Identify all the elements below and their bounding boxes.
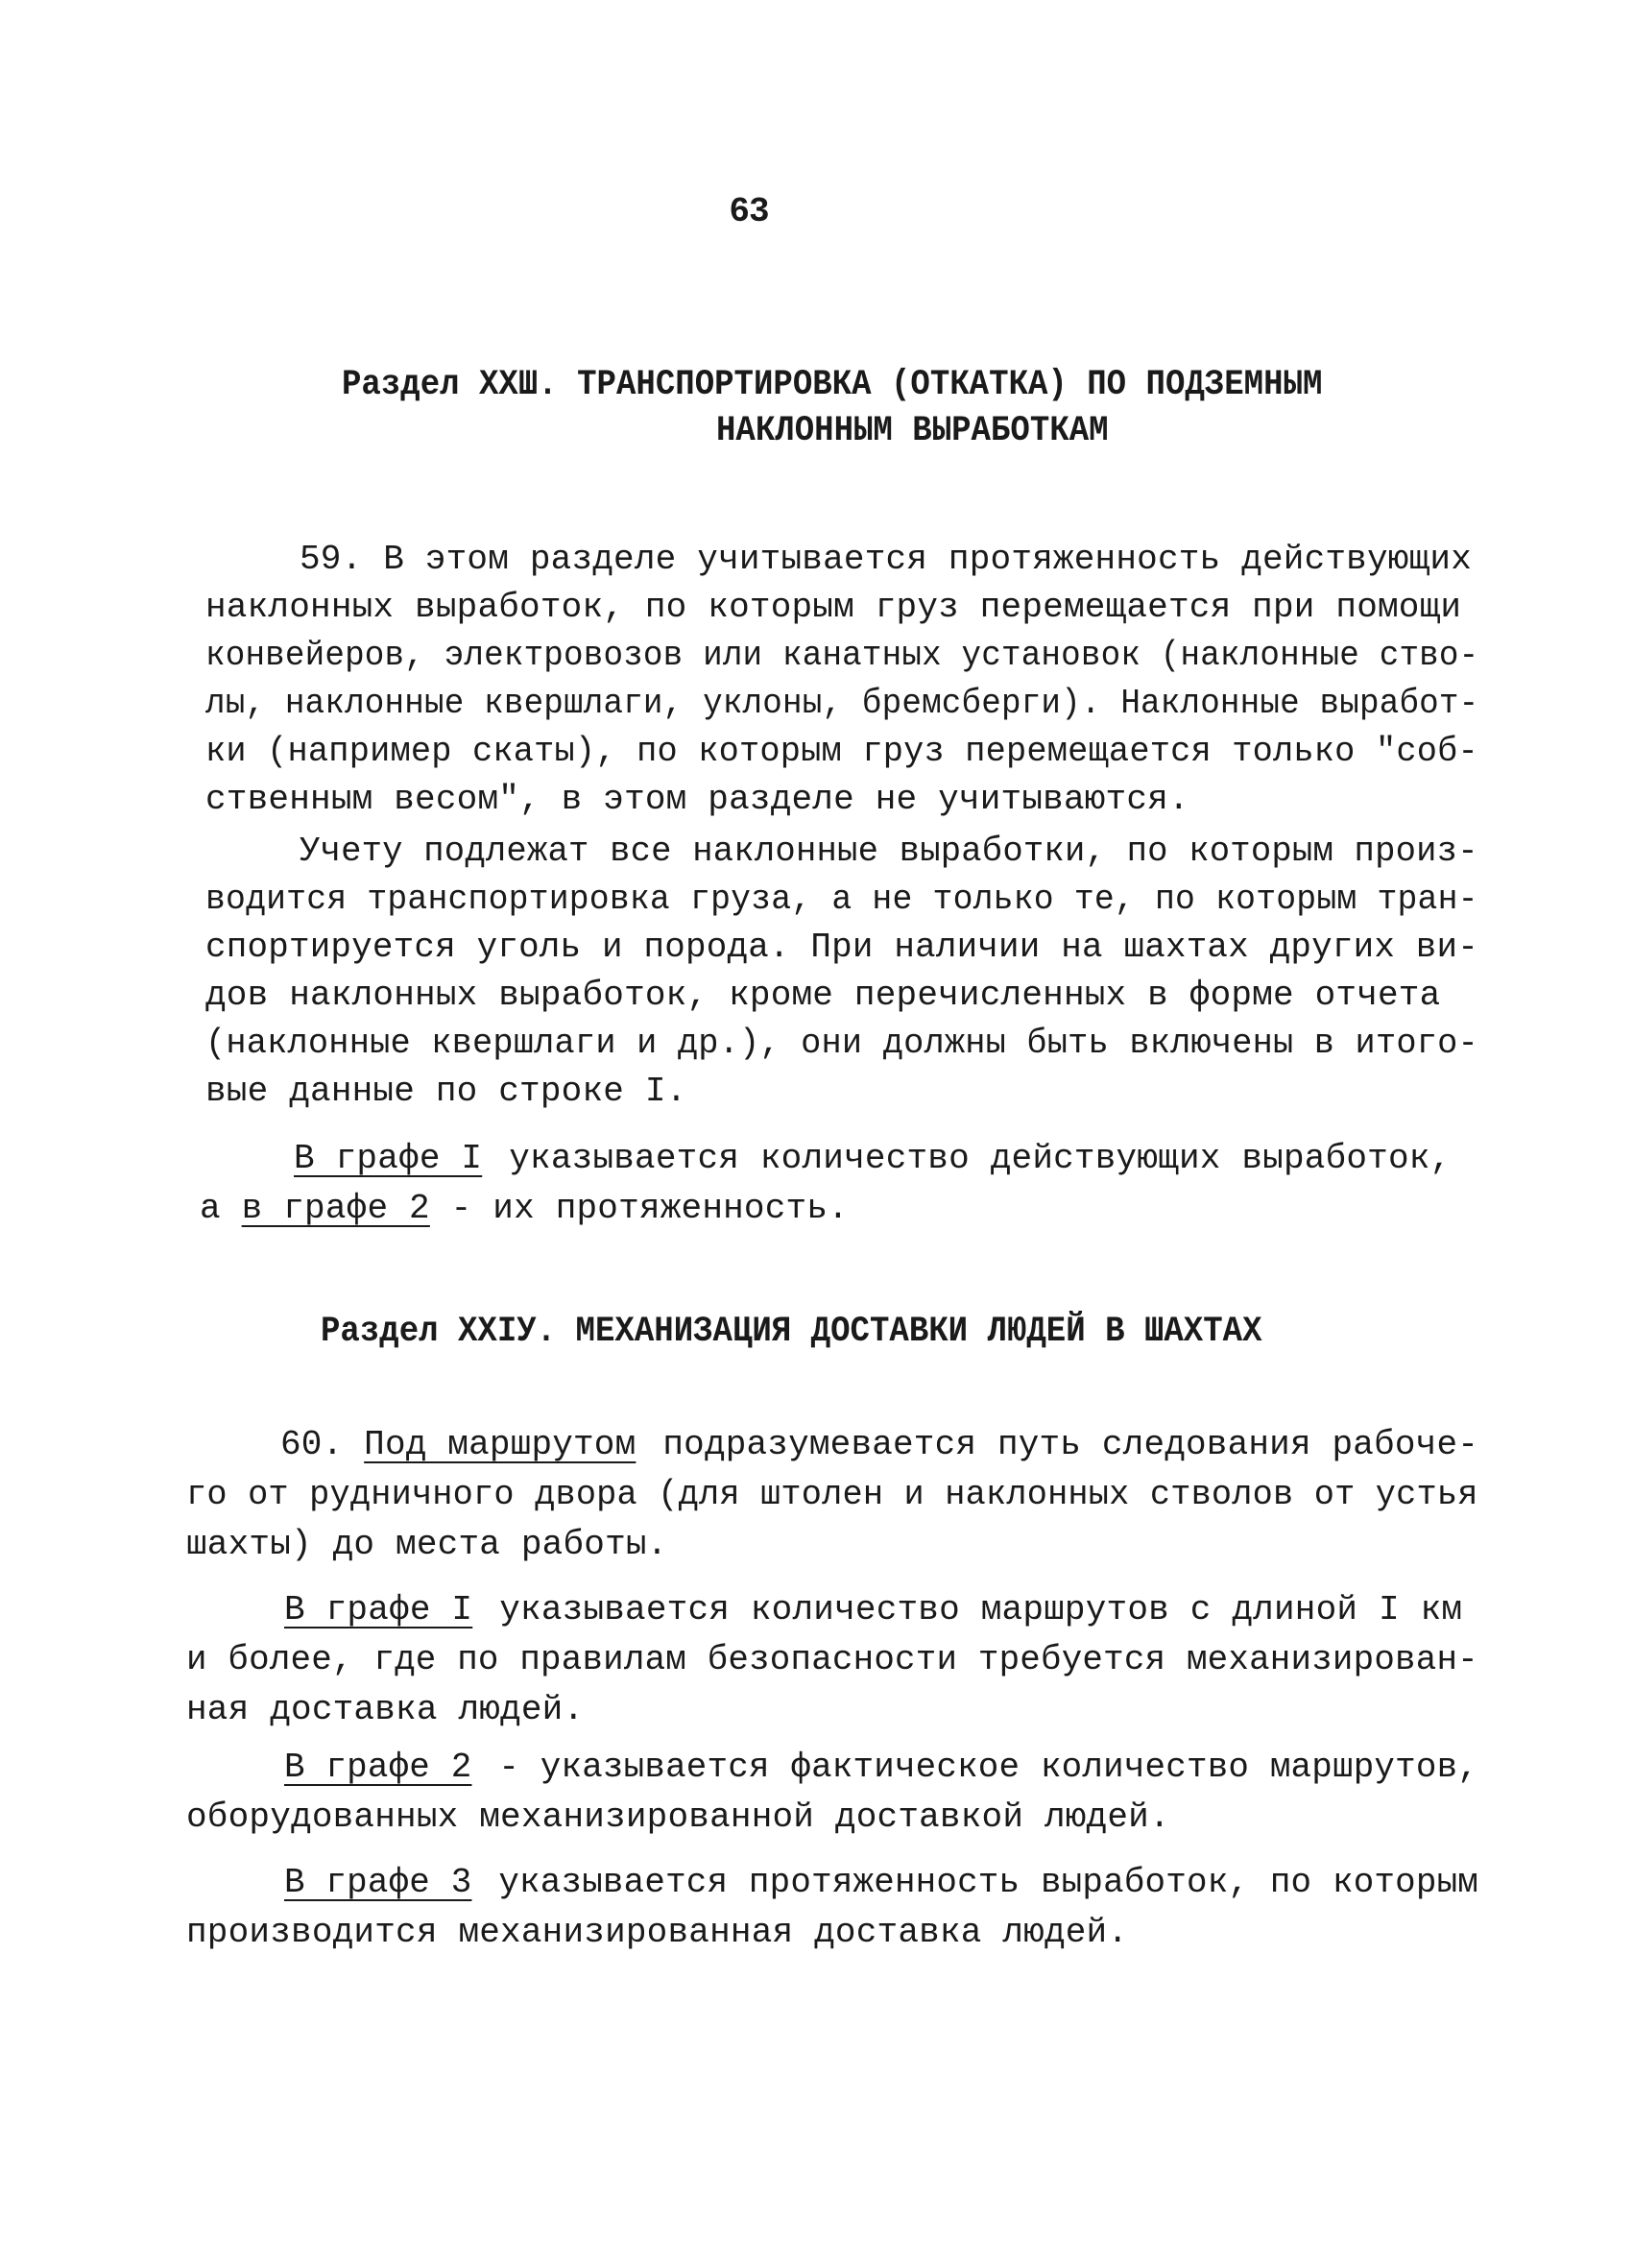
g1-label: В графе I [284,1590,473,1629]
p59-line-4: лы, наклонные квершлаги, уклоны, бремсберги). Наклонные выработ- [205,684,1479,723]
p60-line-1-text: подразумевается путь следования рабоче- [662,1425,1479,1464]
graf1-text: указывается количество действующих выработок, [509,1139,1452,1178]
g3-label: В графе 3 [284,1863,472,1902]
p59b-line-2: водится транспортировка груза, а не только те, по которым тран- [205,880,1478,919]
g3-line-1 [284,1863,1478,1902]
p59b-line-1: Учету подлежат все наклонные выработки, по которым произ- [300,832,1478,871]
graf1-label: В графе I [294,1139,483,1178]
p59b-line-4: дов наклонных выработок, кроме перечисленных в форме отчета [205,976,1441,1015]
graf2-line [200,1189,849,1228]
section-23-title-line2: НАКЛОННЫМ ВЫРАБОТКАМ [716,411,1109,451]
p60-line-2: го от рудничного двора (для штолен и наклонных стволов от устья [186,1475,1478,1514]
graf2-label: в графе 2 [241,1189,430,1228]
p60-number: 60. [280,1425,344,1464]
graf1-line [294,1139,1451,1178]
p59b-line-5: (наклонные квершлаги и др.), они должны быть включены в итого- [205,1024,1478,1063]
g1-line-1 [284,1590,1462,1629]
g1-line-3: ная доставка людей. [186,1690,585,1729]
p60-line-1 [280,1425,1478,1464]
section-23-title-line1: Раздел XXШ. ТРАНСПОРТИРОВКА (ОТКАТКА) ПО ПОДЗЕМНЫМ [342,365,1323,405]
p60-term: Под маршрутом [364,1425,636,1464]
p59b-line-6: вые данные по строке I. [205,1072,687,1111]
g2-line-1 [284,1748,1478,1787]
p59-line-1: 59. В этом разделе учитывается протяженность действующих [300,540,1472,579]
p59b-line-3: спортируется уголь и порода. При наличии на шахтах других ви- [205,928,1479,967]
graf2-text: - их протяженность. [450,1189,849,1228]
g3-line-1-text: указывается протяженность выработок, по которым [498,1863,1479,1902]
g1-line-2: и более, где по правилам безопасности требуется механизирован- [186,1640,1478,1679]
p59-line-2: наклонных выработок, по которым груз перемещается при помощи [205,588,1462,627]
graf2-prefix: а [200,1189,221,1228]
g1-line-1-text: указывается количество маршрутов с длиной I км [499,1590,1463,1629]
g2-line-1-text: - указывается фактическое количество маршрутов, [498,1748,1479,1787]
p59-line-6: ственным весом", в этом разделе не учитываются. [205,780,1189,819]
g2-label: В графе 2 [284,1748,472,1787]
p60-line-3: шахты) до места работы. [186,1525,668,1564]
g3-line-2: производится механизированная доставка людей. [186,1913,1129,1952]
g2-line-2: оборудованных механизированной доставкой людей. [186,1798,1170,1837]
p59-line-5: ки (например скаты), по которым груз перемещается только "соб- [205,732,1478,771]
p59-line-3: конвейеров, электровозов или канатных установок (наклонные ство- [205,636,1479,675]
page-number: 63 [729,192,769,231]
section-24-title: Раздел XXIУ. МЕХАНИЗАЦИЯ ДОСТАВКИ ЛЮДЕЙ В ШАХТАХ [321,1312,1262,1352]
